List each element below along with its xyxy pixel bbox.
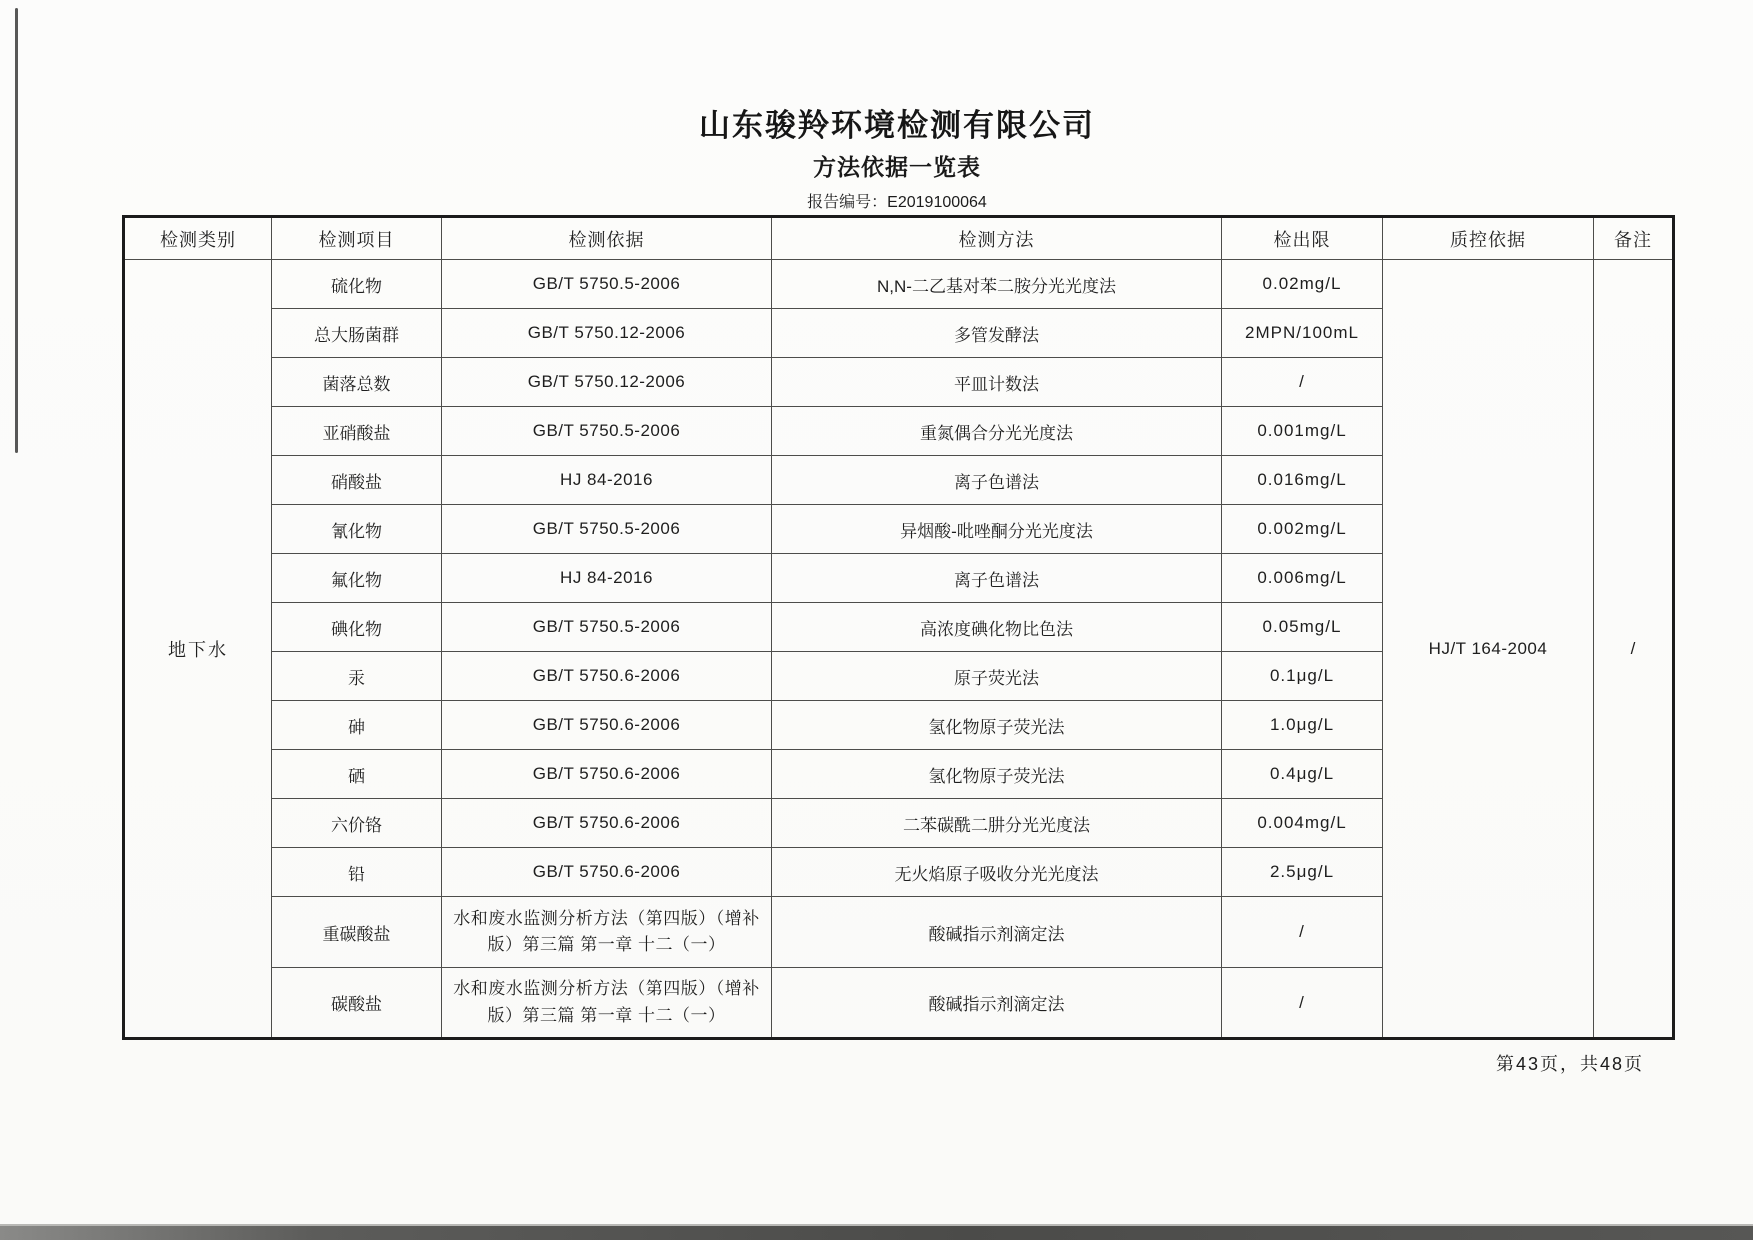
scan-artifact-left-line bbox=[15, 8, 18, 453]
limit-cell: 2.5μg/L bbox=[1222, 848, 1383, 897]
method-cell: 无火焰原子吸收分光光度法 bbox=[772, 848, 1222, 897]
basis-cell: GB/T 5750.6-2006 bbox=[442, 848, 772, 897]
method-cell: 高浓度碘化物比色法 bbox=[772, 603, 1222, 652]
method-cell: 原子荧光法 bbox=[772, 652, 1222, 701]
item-cell: 铅 bbox=[272, 848, 442, 897]
basis-cell: GB/T 5750.6-2006 bbox=[442, 652, 772, 701]
basis-cell: HJ 84-2016 bbox=[442, 554, 772, 603]
table-row bbox=[124, 260, 1674, 309]
item-cell: 总大肠菌群 bbox=[272, 309, 442, 358]
method-cell: 异烟酸-吡唑酮分光光度法 bbox=[772, 505, 1222, 554]
item-cell: 硒 bbox=[272, 750, 442, 799]
limit-cell: 1.0μg/L bbox=[1222, 701, 1383, 750]
basis-cell: GB/T 5750.12-2006 bbox=[442, 309, 772, 358]
method-basis-table bbox=[122, 215, 1675, 1040]
basis-cell: GB/T 5750.6-2006 bbox=[442, 750, 772, 799]
method-cell: 氢化物原子荧光法 bbox=[772, 750, 1222, 799]
method-cell: 酸碱指示剂滴定法 bbox=[772, 897, 1222, 968]
basis-cell: 水和废水监测分析方法（第四版）（增补版）第三篇 第一章 十二（一） bbox=[442, 897, 772, 968]
header-detection-limit: 检出限 bbox=[1222, 217, 1383, 260]
category-cell: 地下水 bbox=[124, 260, 272, 1039]
item-cell: 硝酸盐 bbox=[272, 456, 442, 505]
item-cell: 汞 bbox=[272, 652, 442, 701]
item-cell: 六价铬 bbox=[272, 799, 442, 848]
item-cell: 菌落总数 bbox=[272, 358, 442, 407]
document-title: 方法依据一览表 bbox=[813, 154, 981, 180]
remark-cell: / bbox=[1594, 260, 1674, 1039]
item-cell: 碘化物 bbox=[272, 603, 442, 652]
header-test-category: 检测类别 bbox=[124, 217, 272, 260]
limit-cell: 0.006mg/L bbox=[1222, 554, 1383, 603]
basis-cell: 水和废水监测分析方法（第四版）（增补版）第三篇 第一章 十二（一） bbox=[442, 968, 772, 1039]
report-number-line bbox=[122, 189, 1672, 212]
method-cell: 重氮偶合分光光度法 bbox=[772, 407, 1222, 456]
limit-cell: 0.016mg/L bbox=[1222, 456, 1383, 505]
limit-cell: 0.001mg/L bbox=[1222, 407, 1383, 456]
item-cell: 硫化物 bbox=[272, 260, 442, 309]
header-test-basis: 检测依据 bbox=[442, 217, 772, 260]
company-name: 山东骏羚环境检测有限公司 bbox=[699, 108, 1095, 143]
limit-cell: 0.02mg/L bbox=[1222, 260, 1383, 309]
qc-basis-cell: HJ/T 164-2004 bbox=[1383, 260, 1594, 1039]
limit-cell: 0.002mg/L bbox=[1222, 505, 1383, 554]
method-cell: 二苯碳酰二肼分光光度法 bbox=[772, 799, 1222, 848]
item-cell: 氰化物 bbox=[272, 505, 442, 554]
method-cell: 多管发酵法 bbox=[772, 309, 1222, 358]
scan-artifact-bottom-band bbox=[0, 1224, 1753, 1240]
limit-cell: 2MPN/100mL bbox=[1222, 309, 1383, 358]
basis-cell: GB/T 5750.6-2006 bbox=[442, 799, 772, 848]
method-cell: 离子色谱法 bbox=[772, 554, 1222, 603]
report-number-value: E2019100064 bbox=[887, 194, 987, 211]
item-cell: 氟化物 bbox=[272, 554, 442, 603]
header-test-item: 检测项目 bbox=[272, 217, 442, 260]
item-cell: 亚硝酸盐 bbox=[272, 407, 442, 456]
basis-cell: GB/T 5750.5-2006 bbox=[442, 505, 772, 554]
page-number: 第43页，共48页 bbox=[1495, 1054, 1644, 1074]
header-remark: 备注 bbox=[1594, 217, 1674, 260]
limit-cell: / bbox=[1222, 968, 1383, 1039]
method-cell: 离子色谱法 bbox=[772, 456, 1222, 505]
limit-cell: 0.05mg/L bbox=[1222, 603, 1383, 652]
basis-cell: GB/T 5750.6-2006 bbox=[442, 701, 772, 750]
basis-cell: GB/T 5750.5-2006 bbox=[442, 260, 772, 309]
item-cell: 砷 bbox=[272, 701, 442, 750]
header-qc-basis: 质控依据 bbox=[1383, 217, 1594, 260]
item-cell: 重碳酸盐 bbox=[272, 897, 442, 968]
item-cell: 碳酸盐 bbox=[272, 968, 442, 1039]
method-cell: 酸碱指示剂滴定法 bbox=[772, 968, 1222, 1039]
table-header-row bbox=[124, 217, 1674, 260]
limit-cell: 0.1μg/L bbox=[1222, 652, 1383, 701]
basis-cell: HJ 84-2016 bbox=[442, 456, 772, 505]
basis-cell: GB/T 5750.5-2006 bbox=[442, 407, 772, 456]
report-number-label: 报告编号： bbox=[807, 194, 888, 211]
limit-cell: / bbox=[1222, 897, 1383, 968]
method-cell: 平皿计数法 bbox=[772, 358, 1222, 407]
limit-cell: 0.004mg/L bbox=[1222, 799, 1383, 848]
basis-cell: GB/T 5750.12-2006 bbox=[442, 358, 772, 407]
method-cell: 氢化物原子荧光法 bbox=[772, 701, 1222, 750]
limit-cell: / bbox=[1222, 358, 1383, 407]
header-test-method: 检测方法 bbox=[772, 217, 1222, 260]
limit-cell: 0.4μg/L bbox=[1222, 750, 1383, 799]
basis-cell: GB/T 5750.5-2006 bbox=[442, 603, 772, 652]
method-cell: N,N-二乙基对苯二胺分光光度法 bbox=[772, 260, 1222, 309]
